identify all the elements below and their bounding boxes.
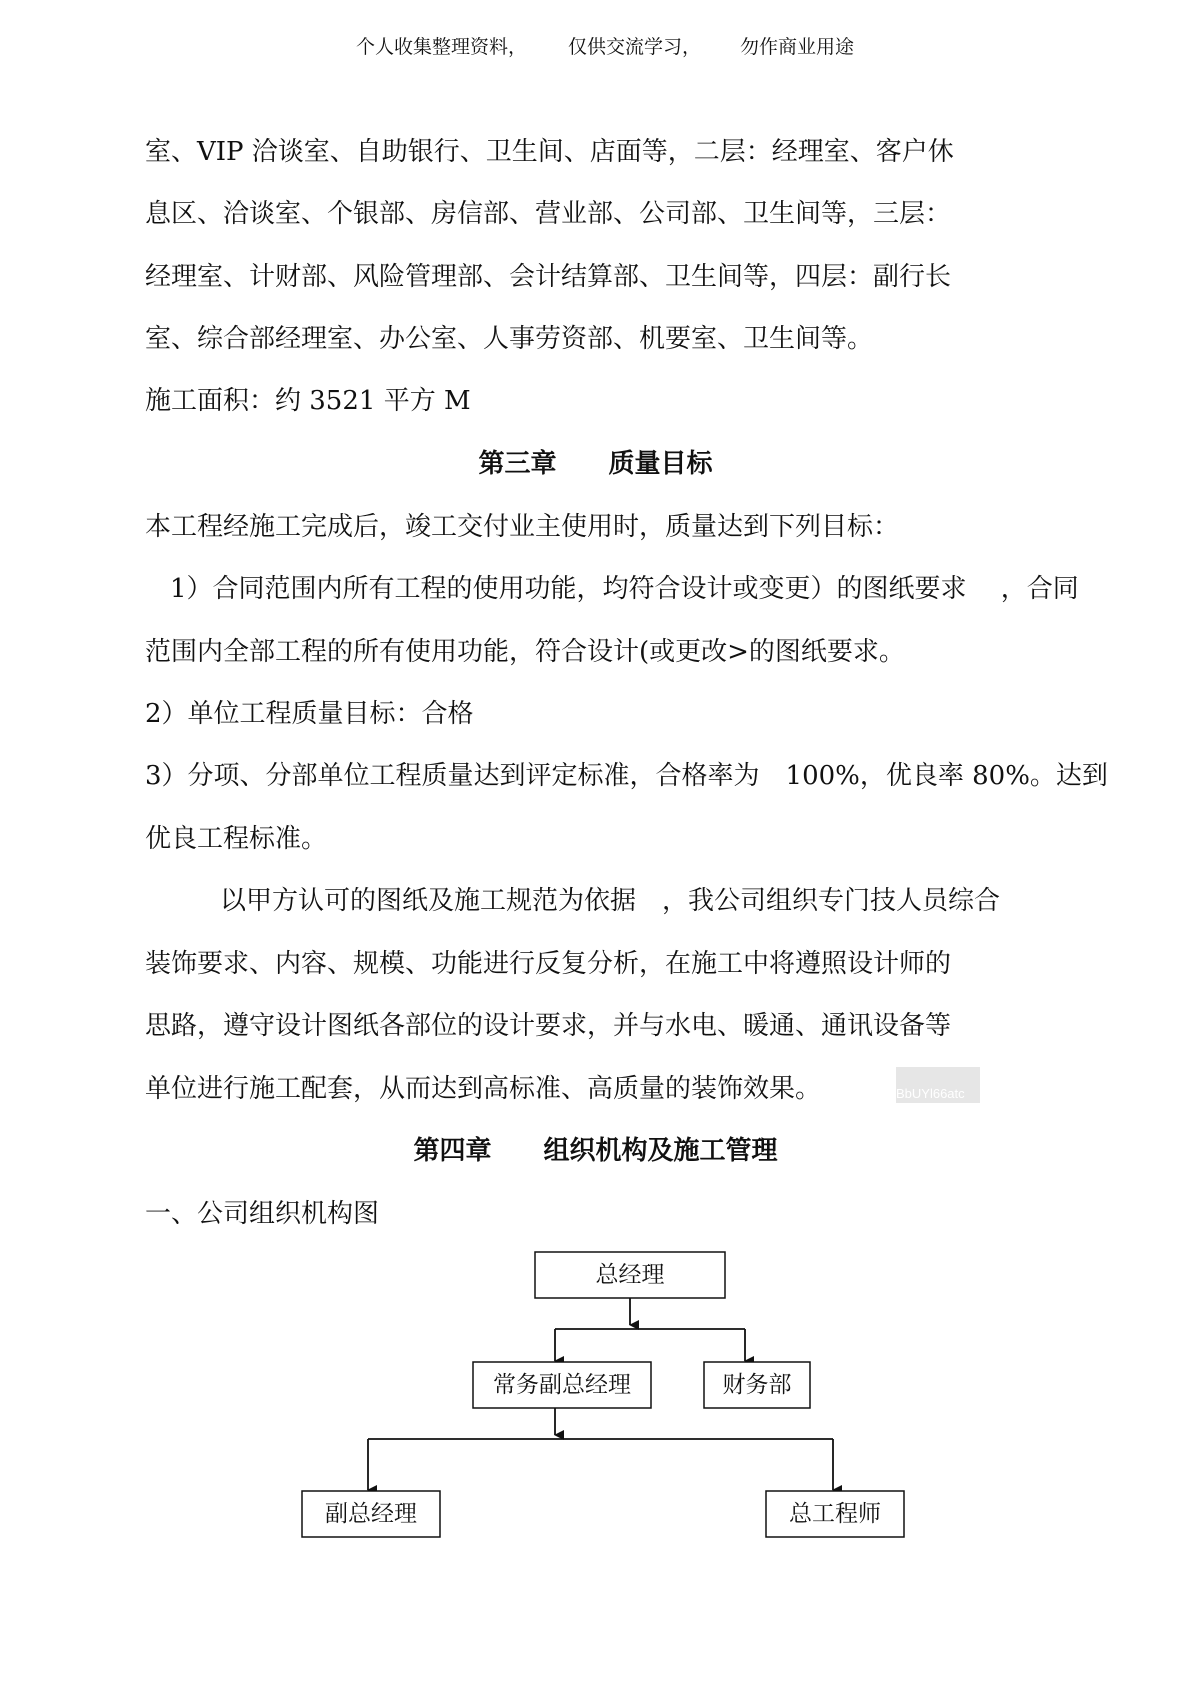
body-line-1: 室、VIP 洽谈室、自助银行、卫生间、店面等，二层：经理室、客户休 <box>145 137 954 167</box>
org-label-deputy-manager: 副总经理 <box>325 1501 417 1527</box>
goal-item-1-line-1: 1）合同范围内所有工程的使用功能，均符合设计或变更）的图纸要求 ，合同 <box>170 574 1079 604</box>
header-text-1: 个人收集整理资料， <box>356 36 528 58</box>
goal-item-1-line-2: 范围内全部工程的所有使用功能，符合设计(或更改>的图纸要求。 <box>145 637 905 667</box>
org-label-chief-engineer: 总工程师 <box>789 1501 881 1527</box>
goal-item-3-line-1: 3）分项、分部单位工程质量达到评定标准，合格率为 100%，优良率 80%。达到 <box>145 761 1108 791</box>
paragraph-line-2: 装饰要求、内容、规模、功能进行反复分析，在施工中将遵照设计师的 <box>145 949 952 979</box>
header-text-3: 勿作商业用途 <box>740 36 855 58</box>
body-line-2: 息区、洽谈室、个银部、房信部、营业部、公司部、卫生间等，三层： <box>145 199 952 229</box>
goal-item-2: 2）单位工程质量目标：合格 <box>145 699 474 729</box>
paragraph-line-1: 以甲方认可的图纸及施工规范为依据 ，我公司组织专门技人员综合 <box>220 886 1001 916</box>
construction-area: 施工面积：约 3521 平方 M <box>145 386 471 416</box>
org-label-finance: 财务部 <box>722 1372 792 1398</box>
chapter-4-heading: 第四章 组织机构及施工管理 <box>413 1136 778 1166</box>
paragraph-line-4: 单位进行施工配套，从而达到高标准、高质量的装饰效果。 <box>145 1074 822 1104</box>
paragraph-line-3: 思路，遵守设计图纸各部位的设计要求，并与水电、暖通、通讯设备等 <box>145 1011 952 1041</box>
watermark-stamp: BbUYl66atc <box>896 1067 980 1103</box>
chapter-3-intro: 本工程经施工完成后，竣工交付业主使用时，质量达到下列目标： <box>145 512 900 542</box>
body-line-4: 室、综合部经理室、办公室、人事劳资部、机要室、卫生间等。 <box>145 324 874 354</box>
chapter-3-heading: 第三章 质量目标 <box>478 449 713 479</box>
org-label-general-manager: 总经理 <box>595 1262 665 1288</box>
page-header <box>0 32 1191 62</box>
body-line-3: 经理室、计财部、风险管理部、会计结算部、卫生间等，四层：副行长 <box>145 262 952 292</box>
section-1-heading: 一、公司组织机构图 <box>145 1199 380 1229</box>
org-label-executive-deputy: 常务副总经理 <box>493 1372 631 1398</box>
header-text-2: 仅供交流学习， <box>568 36 702 58</box>
org-chart <box>0 1230 1191 1550</box>
goal-item-3-line-2: 优良工程标准。 <box>145 824 328 854</box>
